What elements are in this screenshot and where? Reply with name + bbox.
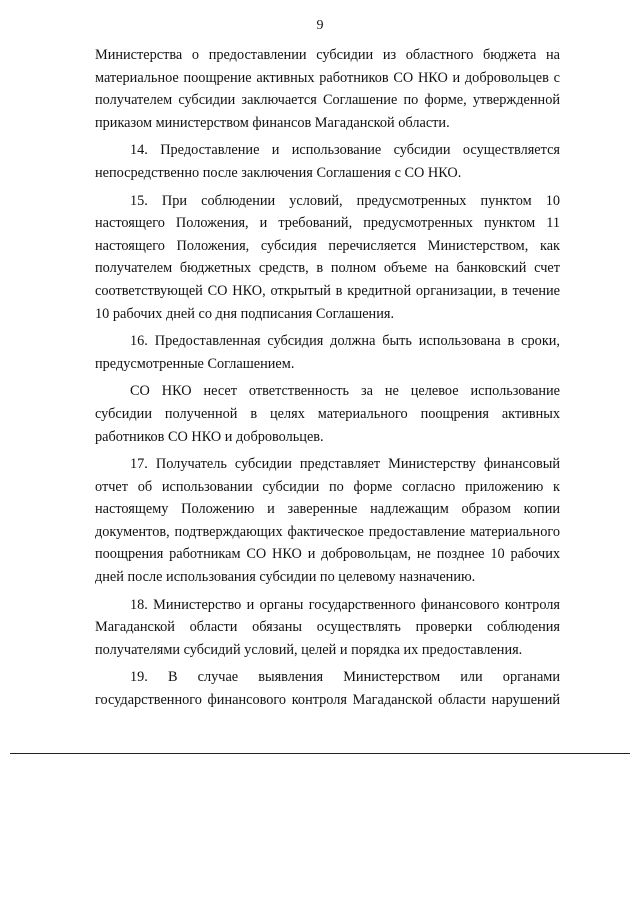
paragraph-16-responsibility: СО НКО несет ответственность за не целевое использование субсидии полученной в целях материального поощрения активных работников СО НКО и добровольцев. xyxy=(95,383,560,445)
paragraph-19: 19. В случае выявления Министерством или органами государственного финансового контроля Магаданской области нарушений xyxy=(95,669,560,709)
document-body xyxy=(95,44,560,717)
paragraph-17: 17. Получатель субсидии представляет Министерству финансовый отчет об использовании субсидии по форме согласно приложению к настоящему Положению и заверенные надлежащим образом копии документов, подтверждающих фактическое предоставление материального поощрения работникам СО НКО и добровольцам, не позднее 10 рабочих дней после использования субсидии по целевому назначению. xyxy=(95,456,560,586)
paragraph-14: 14. Предоставление и использование субсидии осуществляется непосредственно после заключения Соглашения с СО НКО. xyxy=(95,142,560,181)
paragraph-16: 16. Предоставленная субсидия должна быть использована в сроки, предусмотренные Соглашением. xyxy=(95,333,560,372)
footer-rule xyxy=(10,753,630,754)
paragraph-continuation: Министерства о предоставлении субсидии из областного бюджета на материальное поощрение активных работников СО НКО и добровольцев с получателем субсидии заключается Соглашение по форме, утвержденной приказом министерством финансов Магаданской области. xyxy=(95,47,560,131)
page-number: 9 xyxy=(316,18,324,33)
paragraph-15: 15. При соблюдении условий, предусмотренных пунктом 10 настоящего Положения, и требований, предусмотренных пунктом 11 настоящего Положения, субсидия перечисляется Министерством, как получателем бюджетных средств, в полном объеме на банковский счет соответствующей СО НКО, открытый в кредитной организации, в течение 10 рабочих дней со дня подписания Соглашения. xyxy=(95,192,560,322)
paragraph-18: 18. Министерство и органы государственного финансового контроля Магаданской области обязаны осуществлять проверки соблюдения получателями субсидий условий, целей и порядка их предоставления. xyxy=(95,596,560,658)
